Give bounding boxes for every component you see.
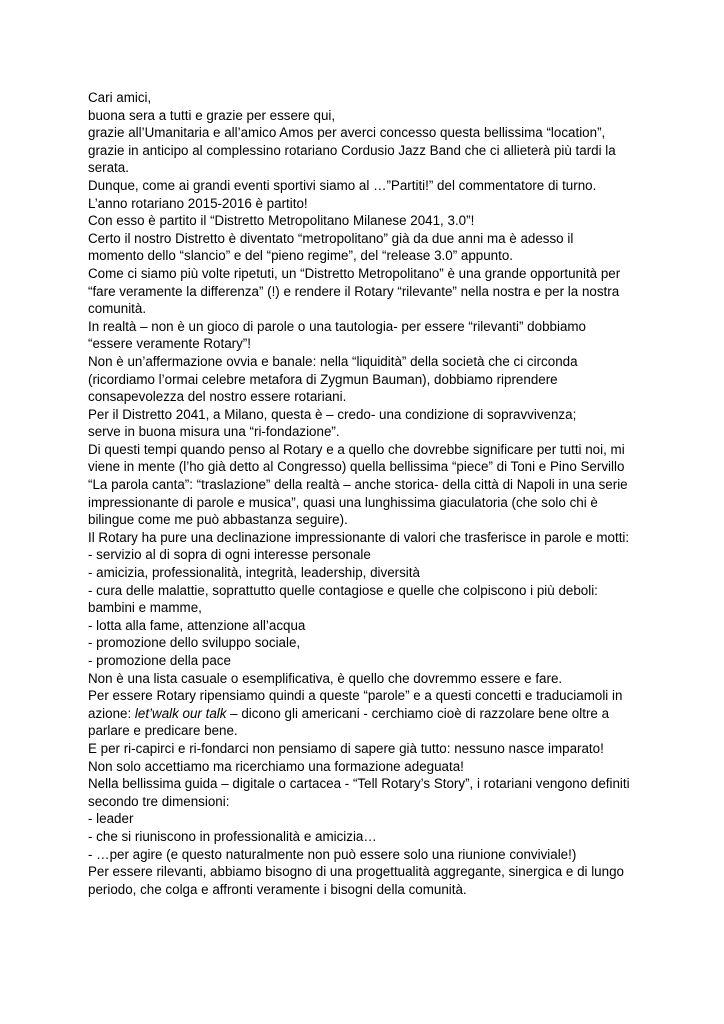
text-line: periodo, che colga e affronti veramente i bisogni della comunità. bbox=[88, 881, 467, 897]
text-line: grazie in anticipo al complessino rotariano Cordusio Jazz Band che ci allieterà più tardi la bbox=[88, 142, 616, 158]
text-line: bambini e mamme, bbox=[88, 600, 202, 616]
text-line: parlare e predicare bene. bbox=[88, 723, 238, 739]
text-line: - promozione della pace bbox=[88, 653, 231, 668]
italic-phrase: let’walk our talk bbox=[134, 705, 227, 721]
text-line: Come ci siamo più volte ripetuti, un “Distretto Metropolitano” è una grande opportunità per bbox=[88, 265, 621, 281]
document-body bbox=[88, 89, 658, 898]
text-line: Nella bellissima guida – digitale o cartacea - “Tell Rotary’s Story”, i rotariani vengono definiti bbox=[88, 776, 630, 792]
text-line: Per essere Rotary ripensiamo quindi a queste “parole” e a questi concetti e traduciamoli in bbox=[88, 688, 623, 704]
text-line: “La parola canta”: “traslazione” della realtà – anche storica- della città di Napoli in una serie bbox=[88, 477, 628, 493]
text-line: E per ri-capirci e ri-fondarci non pensiamo di sapere già tutto: nessuno nasce imparato! bbox=[88, 740, 604, 756]
text-line: Non è un’affermazione ovvia e banale: nella “liquidità” della società che ci circonda bbox=[88, 353, 578, 369]
text-line: buona sera a tutti e grazie per essere qui, bbox=[88, 107, 336, 123]
text-line: impressionante di parole e musica”, quasi una lunghissima giaculatoria (che solo chi è bbox=[88, 494, 598, 510]
text-line: - che si riuniscono in professionalità e amicizia… bbox=[88, 828, 377, 844]
text-line: Certo il nostro Distretto è diventato “metropolitano” già da due anni ma è adesso il bbox=[88, 230, 574, 246]
italic-line-before: azione: bbox=[88, 705, 135, 721]
text-line: momento dello “slancio” e del “pieno regime”, del “release 3.0” appunto. bbox=[88, 248, 514, 264]
text-line: Cari amici, bbox=[88, 90, 152, 105]
text-line: - lotta alla fame, attenzione all’acqua bbox=[88, 617, 306, 633]
text-line: comunità. bbox=[88, 301, 147, 317]
text-line: - amicizia, professionalità, integrità, leadership, diversità bbox=[88, 565, 420, 581]
text-line: Per essere rilevanti, abbiamo bisogno di una progettualità aggregante, sinergica e di lungo bbox=[88, 864, 624, 880]
text-line: serata. bbox=[88, 160, 129, 176]
text-line: (ricordiamo l’ormai celebre metafora di Zygmun Bauman), dobbiamo riprendere bbox=[88, 371, 558, 387]
text-line: L’anno rotariano 2015-2016 è partito! bbox=[88, 195, 308, 211]
text-line: Per il Distretto 2041, a Milano, questa è – credo- una condizione di sopravvivenza; bbox=[88, 406, 577, 422]
text-line: Il Rotary ha pure una declinazione impressionante di valori che trasferisce in parole e motti: bbox=[88, 529, 630, 545]
text-line: - leader bbox=[88, 811, 134, 827]
text-line: consapevolezza del nostro essere rotariani. bbox=[88, 389, 347, 405]
text-line: - …per agire (e questo naturalmente non può essere solo una riunione conviviale!) bbox=[88, 846, 577, 862]
text-line: Non è una lista casuale o esemplificativa, è quello che dovremmo essere e fare. bbox=[88, 670, 563, 686]
text-line: grazie all’Umanitaria e all’amico Amos per averci concesso questa bellissima “location”, bbox=[88, 125, 606, 141]
text-line: Con esso è partito il “Distretto Metropolitano Milanese 2041, 3.0”! bbox=[88, 213, 475, 229]
text-line: “fare veramente la differenza” (!) e rendere il Rotary “rilevante” nella nostra e per la nostra bbox=[88, 283, 620, 299]
text-line: Dunque, come ai grandi eventi sportivi siamo al …”Partiti!” del commentatore di turno. bbox=[88, 177, 597, 193]
text-line: “essere veramente Rotary”! bbox=[88, 336, 251, 352]
italic-line-after: – dicono gli americani - cerchiamo cioè di razzolare bene oltre a bbox=[226, 705, 610, 721]
text-line: viene in mente (l’ho già detto al Congresso) quella bellissima “piece” di Toni e Pino Servillo bbox=[88, 459, 625, 475]
text-line: secondo tre dimensioni: bbox=[88, 793, 230, 809]
text-line: bilingue come me può abbastanza seguire). bbox=[88, 512, 348, 528]
text-line: - promozione dello sviluppo sociale, bbox=[88, 635, 301, 651]
text-line: Di questi tempi quando penso al Rotary e a quello che dovrebbe significare per tutti noi, mi bbox=[88, 441, 625, 457]
text-line: - cura delle malattie, soprattutto quelle contagiose e quelle che colpiscono i più deboli: bbox=[88, 582, 598, 598]
text-line: Non solo accettiamo ma ricerchiamo una formazione adeguata! bbox=[88, 758, 464, 774]
text-line: - servizio al di sopra di ogni interesse personale bbox=[88, 547, 371, 563]
text-line: In realtà – non è un gioco di parole o una tautologia- per essere “rilevanti” dobbiamo bbox=[88, 318, 586, 334]
text-line-italic bbox=[88, 705, 658, 723]
text-block-after bbox=[88, 722, 658, 898]
text-block-before bbox=[88, 89, 658, 705]
text-line: serve in buona misura una “ri-fondazione”. bbox=[88, 424, 340, 440]
